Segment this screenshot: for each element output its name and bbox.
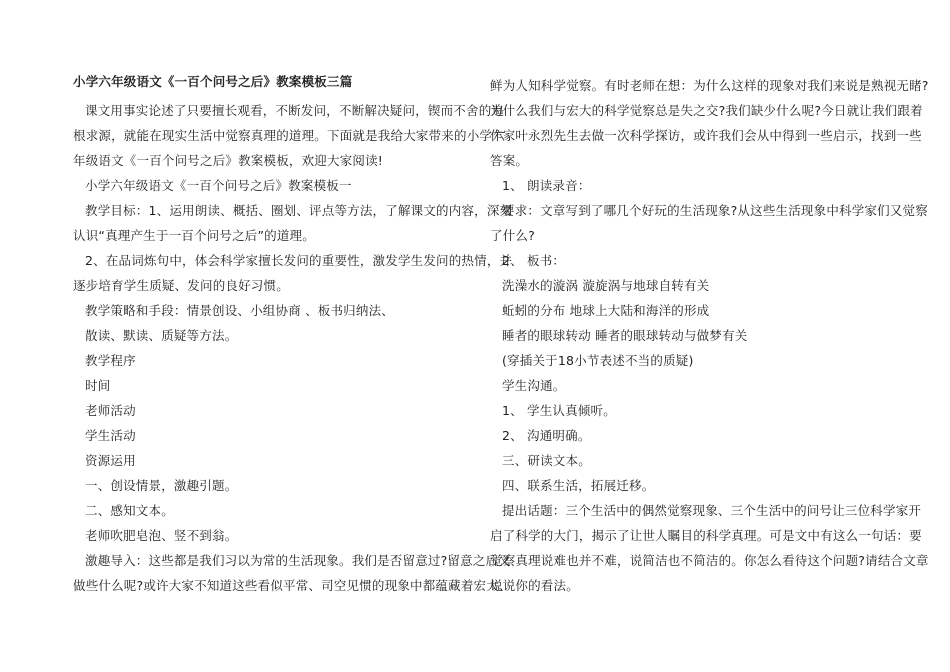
board-item: 睡者的眼球转动 睡者的眼球转动与做梦有关 — [502, 328, 748, 343]
paragraph-line: 一、创设情景，激趣引题。 — [85, 478, 238, 493]
paragraph-line: 启了科学的大门，揭示了让世人瞩目的科学真理。可是文中有这么一句话：要 — [490, 528, 922, 543]
paragraph-line: 教学程序 — [85, 353, 136, 368]
paragraph-line: 为什么我们与宏大的科学觉察总是失之交?我们缺少什么呢?今日就让我们跟着 — [490, 103, 923, 118]
document-title: 小学六年级语文《一百个问号之后》教案模板三篇 — [73, 74, 353, 89]
board-item: 蚯蚓的分布 地球上大陆和海洋的形成 — [502, 303, 710, 318]
board-item: 洗澡水的漩涡 漩旋涡与地球自转有关 — [502, 278, 710, 293]
paragraph-line: 了什么? — [490, 228, 535, 243]
paragraph-line: 学生活动 — [85, 428, 136, 443]
paragraph-line: 答案。 — [490, 153, 529, 168]
paragraph-line: 1、 朗读录音： — [502, 178, 591, 193]
paragraph-line: 鲜为人知科学觉察。有时老师在想：为什么这样的现象对我们来说是熟视无睹? — [490, 78, 929, 93]
paragraph-line: 时间 — [85, 378, 111, 393]
paragraph-line: 认识“真理产生于一百个问号之后”的道理。 — [73, 228, 315, 243]
paragraph-line: 老师吹肥皂泡、竖不到翁。 — [85, 528, 238, 543]
section-heading: 小学六年级语文《一百个问号之后》教案模板一 — [85, 178, 352, 193]
paragraph-line: 觉察真理说难也并不难，说简洁也不简洁的。你怎么看待这个问题?请结合文章 — [490, 553, 929, 568]
paragraph-line: 激趣导入：这些都是我们习以为常的生活现象。我们是否留意过?留意之后又 — [85, 553, 511, 568]
paragraph-line: 2、 板书： — [502, 253, 566, 268]
paragraph-line: 2、 沟通明确。 — [502, 428, 591, 443]
paragraph-line: 1、 学生认真倾听。 — [502, 403, 616, 418]
paragraph-line: 要求：文章写到了哪几个好玩的生活现象?从这些生活现象中科学家们又觉察 — [502, 203, 928, 218]
section-heading: 三、研读文本。 — [502, 453, 591, 468]
paragraph-line: 提出话题：三个生活中的偶然觉察现象、三个生活中的问号让三位科学家开 — [502, 503, 922, 518]
paragraph-line: (穿插关于18小节表述不当的质疑) — [502, 353, 694, 368]
paragraph-line: 做些什么呢?或许大家不知道这些看似平常、司空见惯的现象中都蕴藏着宏大、 — [73, 578, 512, 593]
paragraph-line: 教学策略和手段：情景创设、小组协商 、板书归纳法、 — [85, 303, 394, 318]
section-heading: 四、联系生活，拓展迁移。 — [502, 478, 655, 493]
paragraph-line: 根求源，就能在现实生活中觉察真理的道理。下面就是我给大家带来的小学六 — [73, 128, 505, 143]
paragraph-line: 资源运用 — [85, 453, 136, 468]
paragraph-line: 作家叶永烈先生去做一次科学探访，或许我们会从中得到一些启示，找到一些 — [490, 128, 922, 143]
paragraph-line: 逐步培育学生质疑、发问的良好习惯。 — [73, 278, 289, 293]
paragraph-line: 2、在品词炼句中，体会科学家擅长发问的重要性，激发学生发问的热情，并 — [85, 253, 513, 268]
paragraph-line: 说说你的看法。 — [490, 578, 579, 593]
paragraph-line: 老师活动 — [85, 403, 136, 418]
paragraph-line: 课文用事实论述了只要擅长观看，不断发问，不断解决疑问，锲而不舍的追 — [85, 103, 505, 118]
paragraph-line: 学生沟通。 — [502, 378, 566, 393]
paragraph-line: 二、感知文本。 — [85, 503, 174, 518]
paragraph-line: 年级语文《一百个问号之后》教案模板，欢迎大家阅读! — [73, 153, 384, 168]
paragraph-line: 教学目标：1、运用朗读、概括、圈划、评点等方法，了解课文的内容，深刻 — [85, 203, 513, 218]
paragraph-line: 散读、默读、质疑等方法。 — [85, 328, 238, 343]
